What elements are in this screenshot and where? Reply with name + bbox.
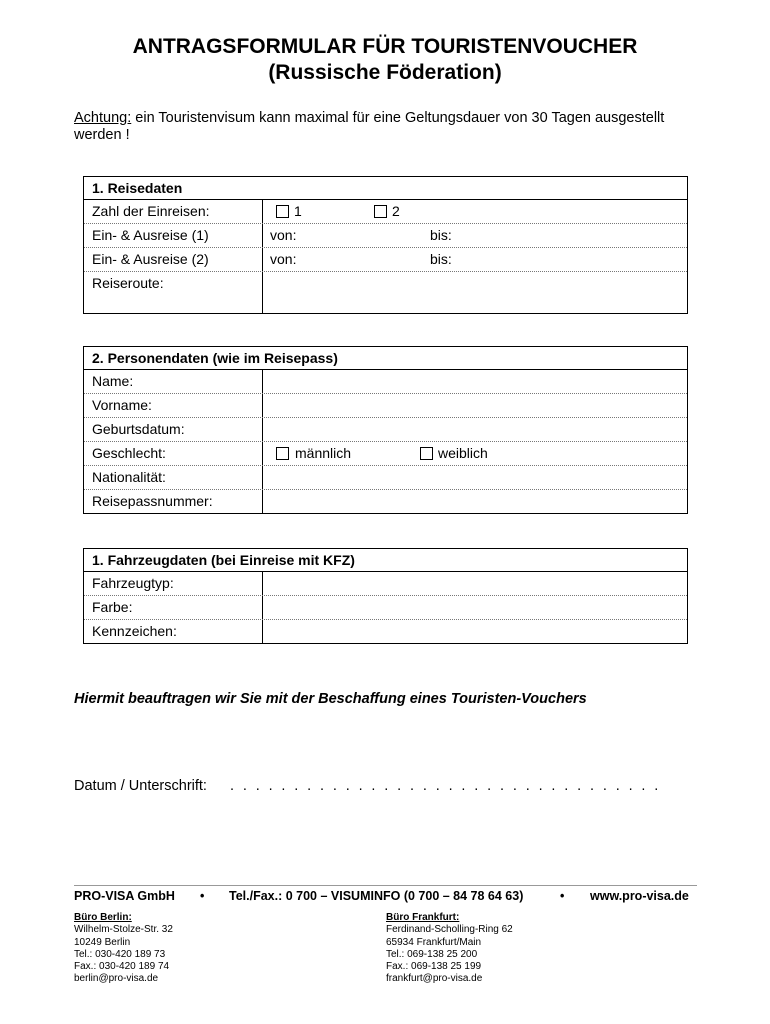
form-title: ANTRAGSFORMULAR FÜR TOURISTENVOUCHER	[132, 35, 638, 58]
row-plate[interactable]	[84, 620, 687, 644]
entries-1-checkbox[interactable]	[276, 205, 289, 218]
section-travel-data	[83, 176, 688, 314]
office-frankfurt	[386, 912, 513, 986]
row-nationality[interactable]	[84, 466, 687, 490]
signature-label: Datum / Unterschrift:	[74, 778, 207, 794]
travel-2-to-label: bis:	[430, 251, 452, 267]
footer-bullet: •	[200, 889, 205, 903]
section-vehicle-data	[83, 548, 688, 644]
signature-line[interactable]: . . . . . . . . . . . . . . . . . . . . . . . . . . . . . . . . . .	[230, 778, 661, 794]
name-label: Name:	[92, 373, 134, 389]
travel-1-to-label: bis:	[430, 227, 452, 243]
travel-1-label: Ein- & Ausreise (1)	[92, 227, 209, 243]
office-frankfurt-heading: Büro Frankfurt:	[386, 912, 460, 923]
footer-bullet: •	[560, 889, 565, 903]
row-entries	[84, 200, 687, 224]
female-label: weiblich	[438, 445, 488, 461]
footer-divider	[74, 885, 697, 886]
office-berlin-street: Wilhelm-Stolze-Str. 32	[74, 924, 173, 936]
plate-label: Kennzeichen:	[92, 623, 177, 639]
passport-label: Reisepassnummer:	[92, 493, 213, 509]
row-travel-2[interactable]	[84, 248, 687, 272]
form-subtitle: (Russische Föderation)	[268, 61, 502, 84]
office-berlin-email[interactable]: berlin@pro-visa.de	[74, 973, 159, 985]
row-color[interactable]	[84, 596, 687, 620]
entries-label: Zahl der Einreisen:	[92, 203, 210, 219]
male-checkbox[interactable]	[276, 447, 289, 460]
office-berlin-tel: Tel.: 030-420 189 73	[74, 948, 166, 960]
footer-phone: Tel./Fax.: 0 700 – VISUMINFO (0 700 – 84 78 64 63)	[229, 889, 524, 903]
section-travel-data-header: 1. Reisedaten	[84, 177, 687, 200]
footer-website[interactable]: www.pro-visa.de	[590, 889, 689, 903]
row-firstname[interactable]	[84, 394, 687, 418]
nationality-label: Nationalität:	[92, 469, 166, 485]
female-checkbox[interactable]	[420, 447, 433, 460]
notice-label: Achtung:	[74, 110, 132, 126]
route-label: Reiseroute:	[92, 275, 164, 291]
entries-1-label: 1	[294, 203, 302, 219]
office-frankfurt-tel: Tel.: 069-138 25 200	[386, 948, 478, 960]
firstname-label: Vorname:	[92, 397, 152, 413]
office-frankfurt-street: Ferdinand-Scholling-Ring 62	[386, 924, 513, 936]
section-personal-data	[83, 346, 688, 514]
row-vehicle-type[interactable]	[84, 572, 687, 596]
birthdate-label: Geburtsdatum:	[92, 421, 185, 437]
notice	[74, 110, 674, 144]
office-berlin-city: 10249 Berlin	[74, 936, 131, 948]
travel-2-label: Ein- & Ausreise (2)	[92, 251, 209, 267]
row-travel-1[interactable]	[84, 224, 687, 248]
row-gender	[84, 442, 687, 466]
footer-company: PRO-VISA GmbH	[74, 889, 175, 903]
color-label: Farbe:	[92, 599, 133, 615]
travel-2-from-label: von:	[270, 251, 297, 267]
authorization-statement: Hiermit beauftragen wir Sie mit der Beschaffung eines Touristen-Vouchers	[74, 691, 587, 707]
section-personal-data-header: 2. Personendaten (wie im Reisepass)	[84, 347, 687, 370]
office-berlin	[74, 912, 173, 986]
section-vehicle-data-header: 1. Fahrzeugdaten (bei Einreise mit KFZ)	[84, 549, 687, 572]
entries-2-label: 2	[392, 203, 400, 219]
office-berlin-fax: Fax.: 030-420 189 74	[74, 961, 170, 973]
office-frankfurt-city: 65934 Frankfurt/Main	[386, 936, 482, 948]
office-frankfurt-email[interactable]: frankfurt@pro-visa.de	[386, 973, 483, 985]
gender-label: Geschlecht:	[92, 445, 166, 461]
office-frankfurt-fax: Fax.: 069-138 25 199	[386, 961, 482, 973]
notice-text: ein Touristenvisum kann maximal für eine Geltungsdauer von 30 Tagen ausgestellt werden !	[74, 110, 665, 143]
row-name[interactable]	[84, 370, 687, 394]
row-route[interactable]	[84, 272, 687, 314]
entries-2-checkbox[interactable]	[374, 205, 387, 218]
vehicle-type-label: Fahrzeugtyp:	[92, 575, 174, 591]
travel-1-from-label: von:	[270, 227, 297, 243]
male-label: männlich	[295, 445, 352, 461]
row-birthdate[interactable]	[84, 418, 687, 442]
office-berlin-heading: Büro Berlin:	[74, 912, 132, 923]
row-passport[interactable]	[84, 490, 687, 514]
